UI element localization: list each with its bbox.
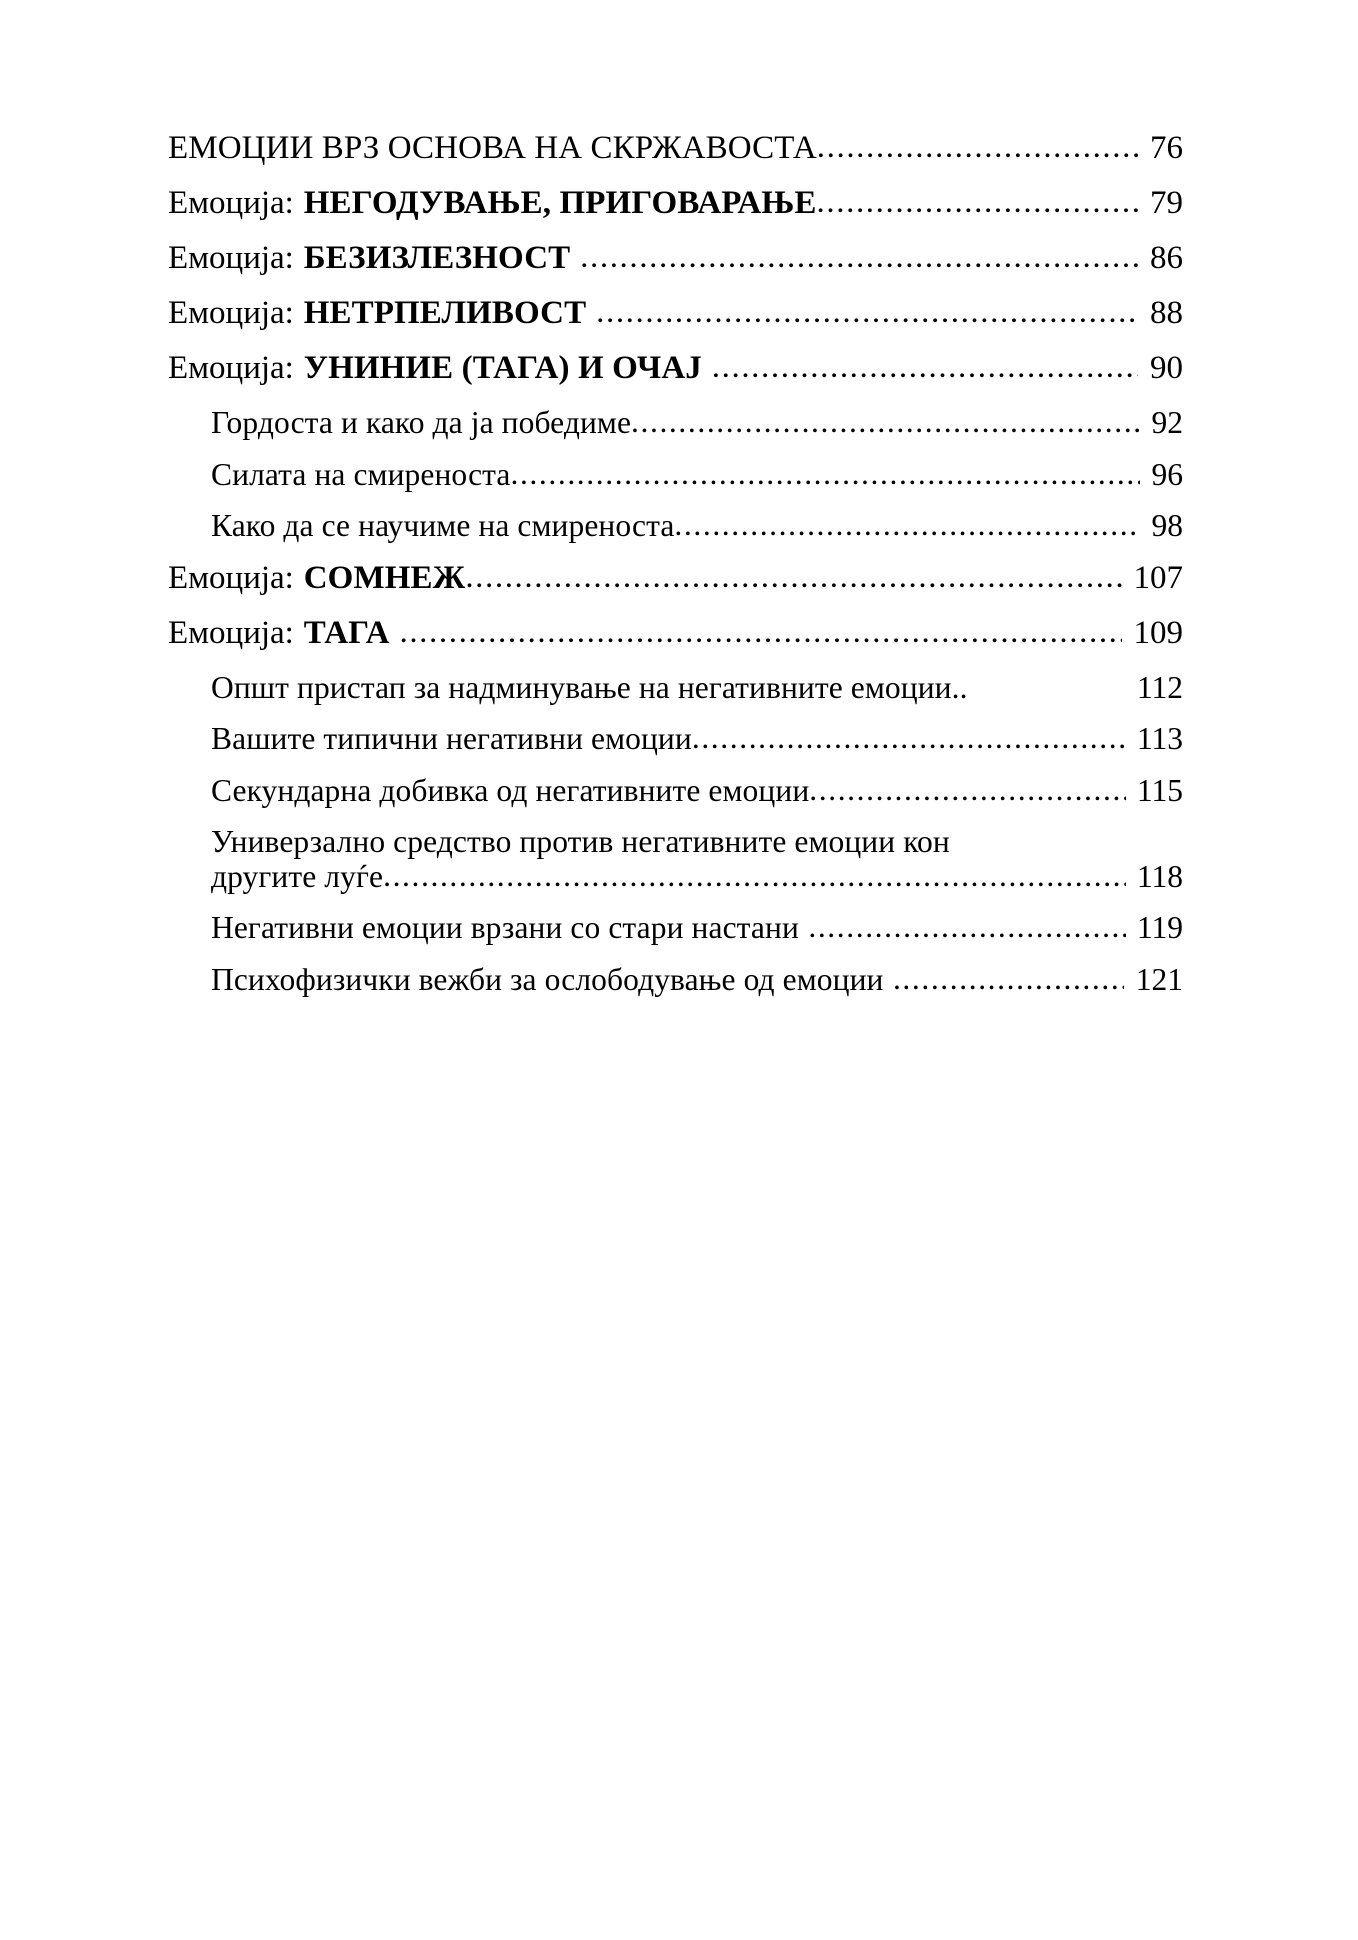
toc-page-number: 92 (1151, 405, 1183, 440)
toc-page-number: 86 (1150, 240, 1183, 276)
toc-entry-title: Вашите типични негативни емоции (211, 721, 692, 756)
toc-entry[interactable] (168, 559, 1183, 596)
toc-page-number: 113 (1136, 721, 1183, 756)
toc-entry-title: Како да се научиме на смиреноста (211, 508, 675, 543)
toc-entry-title-line-2 (211, 858, 1183, 894)
toc-entry-title: Негативни емоции врзани со стари настани (211, 910, 799, 945)
toc-entry[interactable] (168, 826, 1183, 892)
toc-entry-title: НЕГОДУВАЊЕ, ПРИГОВАРАЊЕ (303, 185, 817, 221)
toc-leader-dots (570, 241, 1138, 274)
toc-page-number: 107 (1133, 559, 1183, 596)
toc-entry-title: Психофизички вежби за ослободување од емоции (211, 961, 884, 997)
table-of-contents (168, 132, 1183, 995)
toc-leader-dots (809, 774, 1125, 806)
toc-leader-dots (817, 131, 1138, 164)
toc-entry-title: Секундарна добивка од негативните емоции (211, 772, 810, 808)
toc-entry[interactable] (168, 614, 1183, 651)
toc-entry[interactable] (168, 187, 1183, 220)
toc-page-number: 90 (1150, 350, 1183, 386)
toc-page-number: 88 (1150, 295, 1183, 331)
toc-entry-prefix: Емоција: (168, 295, 294, 331)
toc-entry-title: ЕМОЦИИ ВРЗ ОСНОВА НА СКРЖАВОСТА (168, 130, 817, 166)
toc-page-number: 79 (1150, 185, 1183, 221)
toc-entry-prefix: Емоција: (168, 240, 294, 276)
toc-entry-title: Универзално средство против негативните емоции кон (211, 824, 950, 859)
toc-entry[interactable] (168, 352, 1183, 385)
toc-leader-dots (631, 406, 1140, 438)
toc-leader-dots (799, 911, 1126, 943)
toc-entry-prefix: Емоција: (168, 614, 294, 651)
toc-leader-dots (884, 963, 1125, 995)
toc-entry-prefix: Емоција: (168, 559, 294, 596)
toc-page-number: 121 (1135, 961, 1183, 997)
toc-leader-dots (465, 561, 1121, 594)
toc-entry[interactable] (168, 510, 1183, 542)
toc-entry-prefix: Емоција: (168, 185, 294, 221)
toc-page-number: 112 (1136, 669, 1183, 705)
toc-entry-title-line-1 (211, 826, 1183, 858)
toc-entry-prefix: Емоција: (168, 350, 294, 386)
toc-entry-title: Силата на смиреноста (211, 456, 511, 492)
toc-entry-title: Општ пристап за надминување на негативните емоции.. (211, 669, 968, 705)
toc-leader-dots (383, 860, 1125, 892)
toc-page-number: 118 (1136, 858, 1183, 894)
toc-page-number: 96 (1151, 456, 1183, 492)
toc-entry-title: НЕТРПЕЛИВОСТ (303, 295, 587, 331)
toc-entry-title-continuation: другите луѓе (211, 858, 384, 894)
toc-page-number: 76 (1150, 130, 1183, 166)
toc-entry[interactable] (168, 961, 1183, 997)
toc-leader-dots (674, 509, 1140, 541)
toc-entry-title: Гордоста и како да ја победиме (211, 405, 632, 440)
toc-entry[interactable] (168, 242, 1183, 275)
toc-leader-dots (510, 458, 1140, 490)
toc-entry-title: УНИНИЕ (ТАГА) И ОЧАЈ (303, 350, 702, 386)
toc-page-number: 109 (1133, 614, 1183, 651)
toc-entry-title: БЕЗИЗЛЕЗНОСТ (303, 240, 571, 276)
toc-entry[interactable] (168, 407, 1183, 439)
toc-leader-dots (702, 351, 1138, 384)
toc-entry[interactable] (168, 912, 1183, 944)
toc-leader-dots (586, 296, 1138, 329)
toc-entry[interactable] (168, 132, 1183, 165)
toc-entry-title: СОМНЕЖ (303, 559, 466, 596)
toc-entry[interactable] (168, 669, 1183, 705)
toc-page-number: 115 (1136, 772, 1183, 808)
toc-leader-dots (390, 616, 1122, 649)
toc-entry-title: ТАГА (303, 614, 390, 651)
toc-leader-dots (692, 722, 1126, 754)
toc-entry[interactable] (168, 772, 1183, 808)
toc-page-number: 98 (1151, 508, 1183, 543)
toc-entry[interactable] (168, 456, 1183, 492)
toc-entry[interactable] (168, 297, 1183, 330)
toc-page-number: 119 (1136, 910, 1183, 945)
toc-leader-dots (817, 186, 1139, 219)
toc-entry[interactable] (168, 723, 1183, 755)
